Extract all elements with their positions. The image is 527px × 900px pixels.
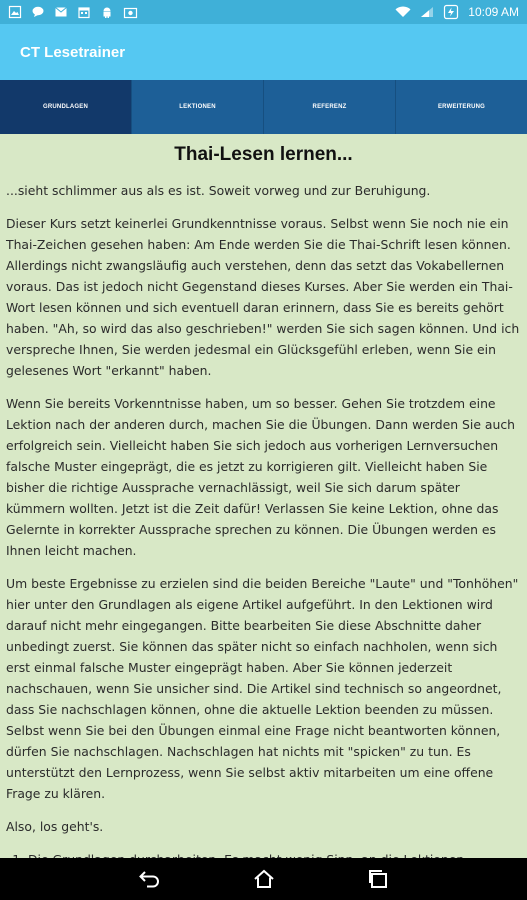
notification-icons: [0, 5, 137, 19]
photo-icon: [123, 5, 137, 19]
home-icon[interactable]: [249, 864, 279, 894]
mail-icon: [54, 5, 68, 19]
chat-icon: [31, 5, 45, 19]
wifi-icon: [396, 5, 410, 19]
status-time: 10:09 AM: [468, 5, 519, 19]
paragraph: Dieser Kurs setzt keinerlei Grundkenntnisse voraus. Selbst wenn Sie noch nie ein Thai-Zeichen gesehen haben: Am Ende werden Sie die Thai-Schrift lesen können. Allerdings nicht zwangsläufig auch verstehen, denn das setzt das Vokabellernen voraus. Das ist jedoch nicht Gegenstand dieses Kurses. Aber Sie werden ein Thai-Wort lesen können und sich eventuell daran erinnern, dass Sie es bereits gehört haben. "Ah, so wird das also geschrieben!" werden Sie sich sagen können. Und ich verspreche Ihnen, Sie werden jedesmal ein Glücksgefühl erleben, wenn Sie ein gelesenes Wort "erkannt" haben.: [6, 216, 520, 378]
battery-icon: [444, 5, 458, 19]
navigation-bar: [0, 858, 527, 900]
article-content[interactable]: [0, 134, 527, 858]
tab-bar: [0, 80, 527, 134]
calendar-icon: [77, 5, 91, 19]
signal-icon: [420, 5, 434, 19]
paragraph: ...sieht schlimmer aus als es ist. Soweit vorweg und zur Beruhigung.: [6, 183, 431, 198]
paragraph: Also, los geht's.: [6, 819, 104, 834]
page-title: Thai-Lesen lernen...: [174, 144, 353, 165]
tab-referenz[interactable]: REFERENZ: [264, 80, 396, 134]
paragraph: Um beste Ergebnisse zu erzielen sind die beiden Bereiche "Laute" und "Tonhöhen" hier unter den Grundlagen als eigene Artikel aufgeführt. In den Lektionen wird darauf nicht mehr eingegangen. Bitte bearbeiten Sie diese Abschnitte daher unbedingt zuerst. Sie können das später nicht so einfach nachholen, wenn sich erst einmal falsche Muster eingeprägt haben. Aber Sie können jederzeit nachschauen, wenn Sie unsicher sind. Die Artikel sind technisch so angeordnet, dass Sie nachschlagen können, ohne die aktuelle Lektion beenden zu müssen. Selbst wenn Sie bei den Übungen einmal eine Frage nicht beantworten können, dürfen Sie nachschlagen. Nachschlagen hat nichts mit "spicken" zu tun. Es unterstützt den Lernprozess, wenn Sie selbst aktiv mitarbeiten um eine offene Frage zu klären.: [6, 576, 519, 801]
paragraph: Wenn Sie bereits Vorkenntnisse haben, um so besser. Gehen Sie trotzdem eine Lektion nach der anderen durch, machen Sie die Übungen. Dann werden Sie auch erfolgreich sein. Vielleicht haben Sie sich jedoch aus vorherigen Lernversuchen falsche Muster eingeprägt, die es jetzt zu korrigieren gilt. Vielleicht haben Sie bisher die richtige Aussprache vernachlässigt, weil Sie sich darum später kümmern wollten. Jetzt ist die Zeit dafür! Verlassen Sie keine Lektion, ohne das Gelernte in korrekter Aussprache sprechen zu können. Die Übungen werden es Ihnen leicht machen.: [6, 396, 515, 558]
back-icon[interactable]: [135, 864, 165, 894]
app-title: CT Lesetrainer: [20, 43, 126, 61]
system-status: [396, 5, 527, 19]
image-icon: [8, 5, 22, 19]
status-bar: [0, 0, 527, 24]
android-icon: [100, 5, 114, 19]
recents-icon[interactable]: [363, 864, 393, 894]
app-bar: [0, 24, 527, 80]
tab-lektionen[interactable]: LEKTIONEN: [132, 80, 264, 134]
tab-erweiterung[interactable]: ERWEITERUNG: [437, 104, 486, 110]
tab-grundlagen[interactable]: GRUNDLAGEN: [0, 80, 132, 134]
